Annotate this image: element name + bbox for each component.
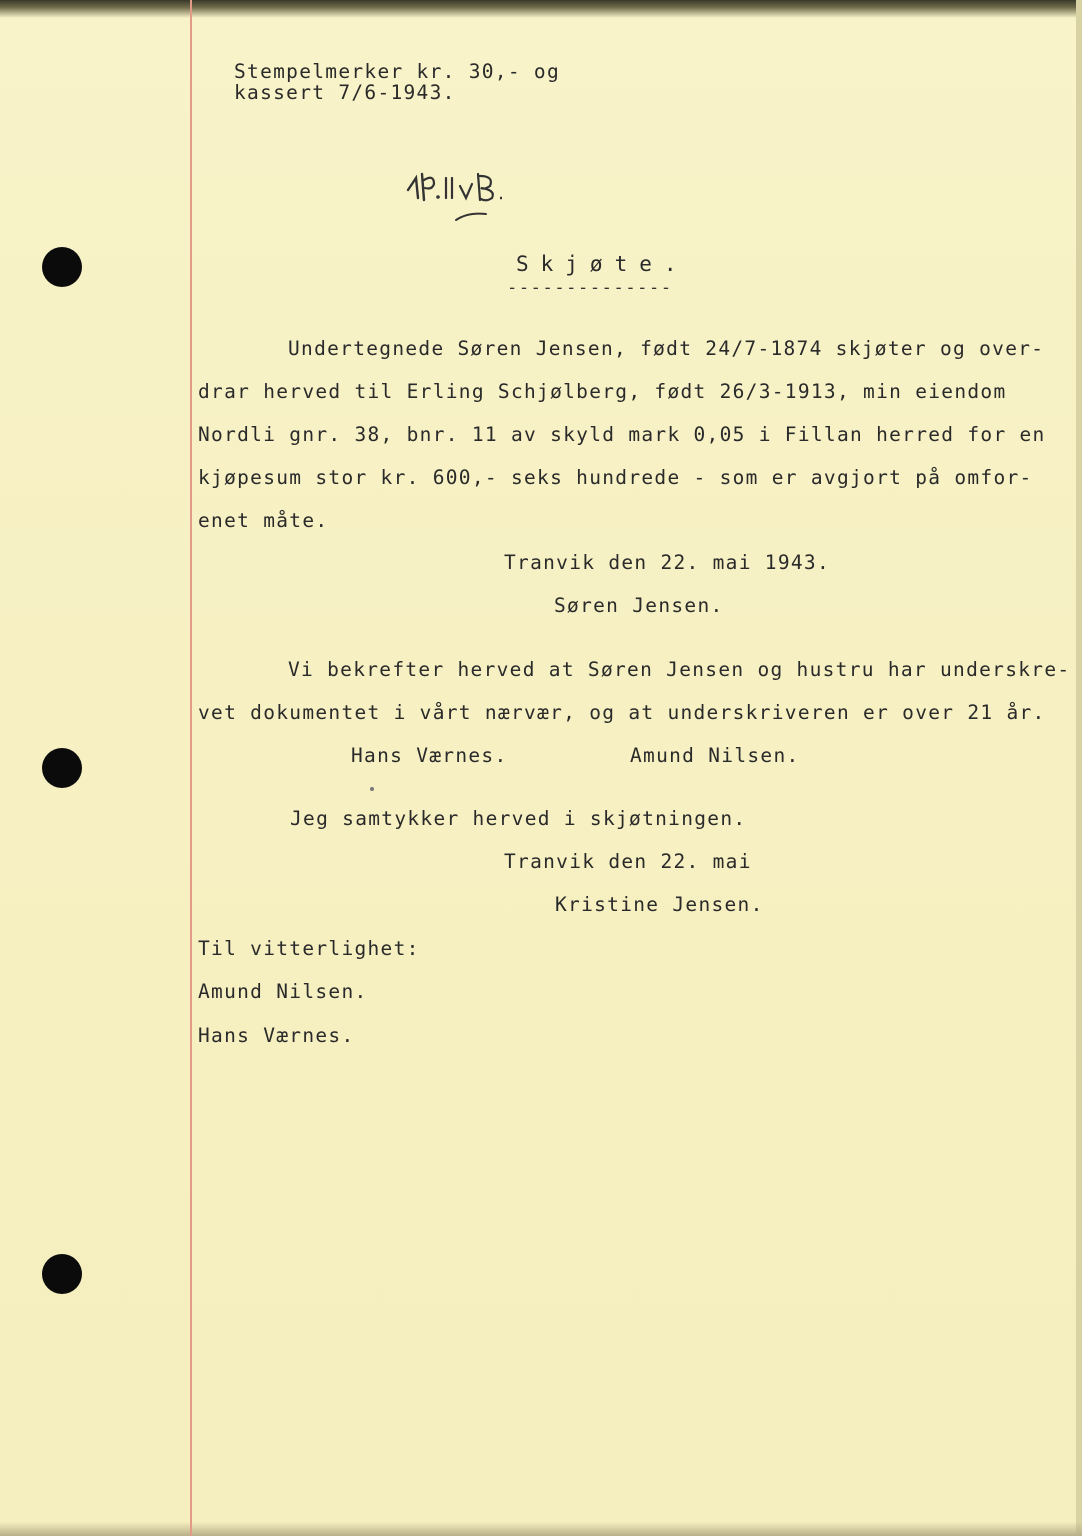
attestation-name-1: Amund Nilsen. (198, 980, 368, 1003)
punch-hole (42, 748, 82, 788)
scan-top-edge (0, 0, 1082, 18)
spouse-signature: Kristine Jensen. (555, 893, 764, 916)
witness-statement-line-1: Vi bekrefter herved at Søren Jensen og hustru har underskre- (288, 658, 1071, 681)
punch-hole (42, 1254, 82, 1294)
margin-line (190, 0, 192, 1536)
attestation-heading: Til vitterlighet: (198, 937, 420, 960)
ink-speck (370, 787, 374, 791)
document-title: Skjøte. (516, 252, 689, 276)
witness-left: Hans Værnes. (351, 744, 508, 767)
stamp-note-line-2: kassert 7/6-1943. (234, 81, 456, 104)
scan-right-edge (1076, 0, 1082, 1536)
witness-right: Amund Nilsen. (630, 744, 800, 767)
body-line-1: Undertegnede Søren Jensen, født 24/7-1874 skjøter og over- (288, 337, 1045, 360)
attestation-name-2: Hans Værnes. (198, 1024, 355, 1047)
handwritten-annotation (404, 168, 534, 228)
body-line-4: kjøpesum stor kr. 600,- seks hundrede - som er avgjort på omfor- (198, 466, 1033, 489)
punch-hole (42, 247, 82, 287)
body-line-3: Nordli gnr. 38, bnr. 11 av skyld mark 0,05 i Fillan herred for en (198, 423, 1046, 446)
title-underline: -------------- (507, 278, 673, 298)
witness-statement-line-2: vet dokumentet i vårt nærvær, og at underskriveren er over 21 år. (198, 701, 1046, 724)
seller-signature: Søren Jensen. (554, 594, 724, 617)
place-date: Tranvik den 22. mai 1943. (504, 551, 830, 574)
body-line-2: drar herved til Erling Schjølberg, født 26/3-1913, min eiendom (198, 380, 1007, 403)
consent-place-date: Tranvik den 22. mai (504, 850, 752, 873)
consent-statement: Jeg samtykker herved i skjøtningen. (290, 807, 747, 830)
stamp-note-line-1: Stempelmerker kr. 30,- og (234, 60, 560, 83)
scan-bottom-edge (0, 1522, 1082, 1536)
body-line-5: enet måte. (198, 509, 329, 532)
